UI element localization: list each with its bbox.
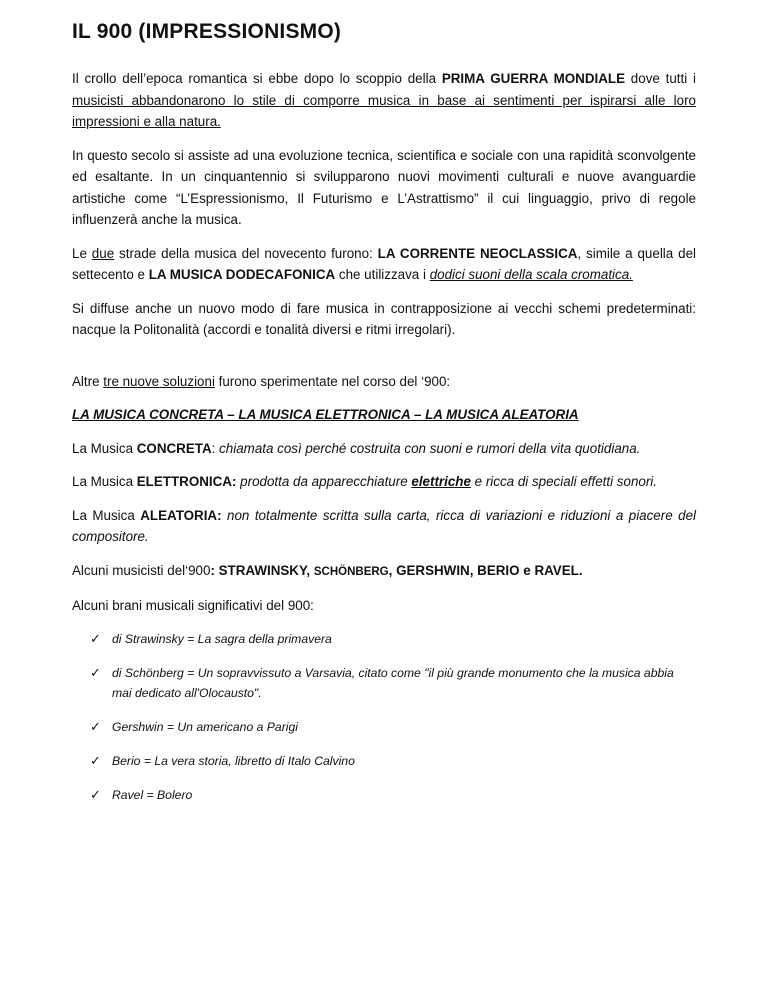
checkmark-icon: ✓ <box>90 752 101 768</box>
paragraph-musicisti: Alcuni musicisti del‘900: STRAWINSKY, SCHÖNBERG, GERSHWIN, BERIO e RAVEL. <box>72 562 583 578</box>
document-page <box>72 20 696 819</box>
paragraph-concreta: La Musica CONCRETA: chiamata così perché costruita con suoni e rumori della vita quotidiana. <box>72 440 641 456</box>
checkmark-icon: ✓ <box>90 630 101 646</box>
page-title: IL 900 (IMPRESSIONISMO) <box>72 20 342 43</box>
checkmark-icon: ✓ <box>90 786 101 802</box>
paragraph-politonalita: Si diffuse anche un nuovo modo di fare musica in contrapposizione ai vecchi schemi predeterminati: nacque la Politonalità (accordi e tonalità diversi e ritmi irregolari). <box>72 300 696 337</box>
brani-list <box>72 629 696 805</box>
list-item: ✓ Gershwin = Un americano a Parigi <box>90 717 696 737</box>
list-item: ✓ di Strawinsky = La sagra della primavera <box>90 629 696 649</box>
paragraph-aleatoria: La Musica ALEATORIA: non totalmente scritta sulla carta, ricca di variazioni e riduzioni a piacere del compositore. <box>72 507 696 544</box>
paragraph-elettronica: La Musica ELETTRONICA: prodotta da apparecchiature elettriche e ricca di speciali effetti sonori. <box>72 474 658 489</box>
heading-tre-musiche: LA MUSICA CONCRETA – LA MUSICA ELETTRONICA – LA MUSICA ALEATORIA <box>72 407 579 422</box>
list-item: ✓ Ravel = Bolero <box>90 785 696 805</box>
paragraph-strade: Le due strade della musica del novecento furono: LA CORRENTE NEOCLASSICA, simile a quella del settecento e LA MUSICA DODECAFONICA che utilizzava i dodici suoni della scala cromatica. <box>72 245 696 282</box>
prima-guerra-mondiale: PRIMA GUERRA MONDIALE <box>441 71 626 86</box>
paragraph-brani-intro: Alcuni brani musicali significativi del 900: <box>72 598 314 613</box>
checkmark-icon: ✓ <box>90 718 101 734</box>
paragraph-secolo: In questo secolo si assiste ad una evoluzione tecnica, scientifica e sociale con una rapidità sconvolgente ed esaltante. In un cinquantennio si svilupparono nuovi movimenti culturali e nuove avanguardie artistiche come “L’Espressionismo, Il Futurismo e L’Astrattismo” il cui linguaggio, privo di regole influenzerà anche la musica. <box>72 147 696 227</box>
list-item: ✓ Berio = La vera storia, libretto di Italo Calvino <box>90 751 696 771</box>
list-item: ✓ di Schönberg = Un sopravvissuto a Varsavia, citato come "il più grande monumento che la musica abbia mai dedicato all'Olocausto". <box>90 664 674 700</box>
intro-underlined: musicisti abbandonarono lo stile di comporre musica in base ai sentimenti per ispirarsi alle loro impressioni e alla natura. <box>72 92 696 129</box>
spacer <box>72 353 696 371</box>
paragraph-soluzioni: Altre tre nuove soluzioni furono sperimentate nel corso del ‘900: <box>72 373 451 389</box>
paragraph-intro: Il crollo dell’epoca romantica si ebbe dopo lo scoppio della PRIMA GUERRA MONDIALE dove tutti i musicisti abbandonarono lo stile di comporre musica in base ai sentimenti per ispirarsi alle loro impressioni e alla natura. <box>72 71 696 129</box>
checkmark-icon: ✓ <box>90 664 101 680</box>
